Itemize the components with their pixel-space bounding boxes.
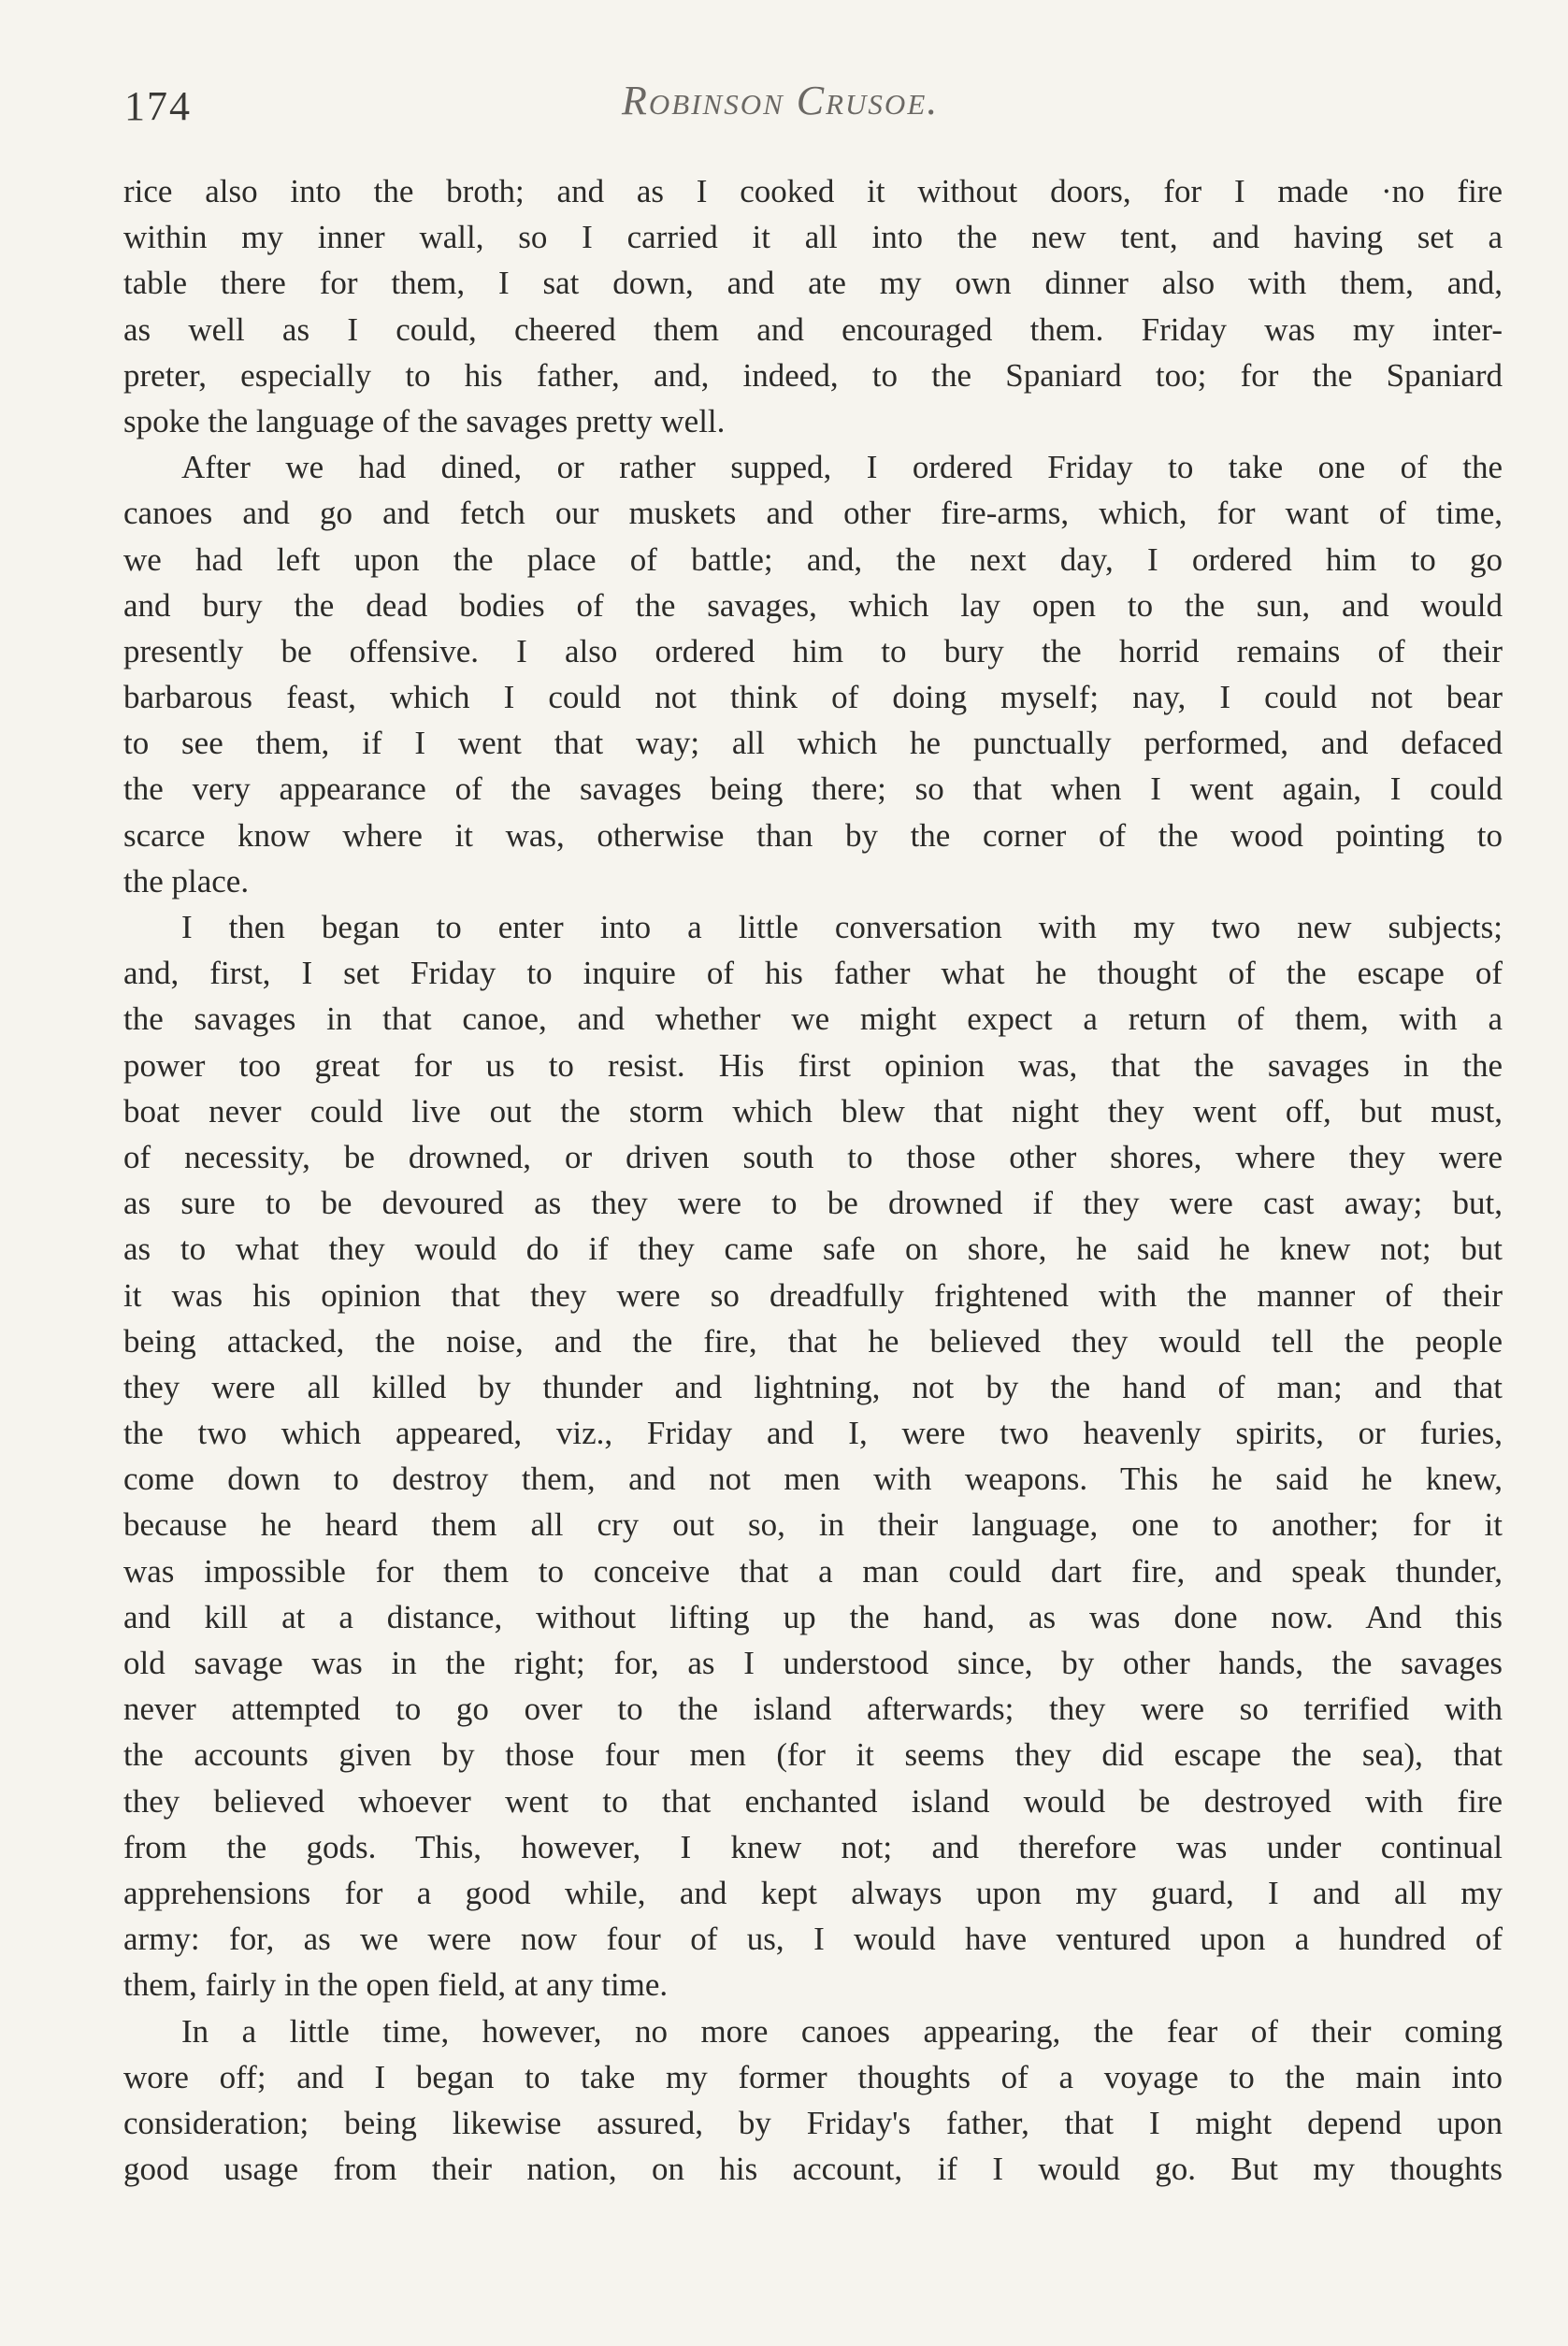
- text-line: spoke the language of the savages pretty well.: [123, 402, 726, 439]
- running-title: Robinson Crusoe.: [622, 78, 940, 123]
- text-line: the very appearance of the savages being there; so that when I went again, I could: [123, 770, 1503, 808]
- text-line: the two which appeared, viz., Friday and I, were two heavenly spirits, or furies,: [123, 1415, 1503, 1452]
- text-line: old savage was in the right; for, as I understood since, by other hands, the savages: [123, 1645, 1503, 1681]
- text-line: as to what they would do if they came safe on shore, he said he knew not; but: [123, 1231, 1503, 1268]
- text-line: never attempted to go over to the island afterwards; they were so terrified with: [123, 1691, 1503, 1728]
- text-line: After we had dined, or rather supped, I ordered Friday to take one of the: [181, 449, 1503, 486]
- page-number: 174: [124, 83, 192, 129]
- text-line: consideration; being likewise assured, by Friday's father, that I might depend upon: [123, 2104, 1503, 2141]
- text-line: scarce know where it was, otherwise than by the corner of the wood pointing to: [123, 816, 1503, 854]
- text-line: and kill at a distance, without lifting up the hand, as was done now. And this: [123, 1598, 1503, 1635]
- text-line: they believed whoever went to that enchanted island would be destroyed with fire: [123, 1782, 1503, 1820]
- text-line: presently be offensive. I also ordered him to bury the horrid remains of their: [123, 632, 1503, 669]
- text-line: I then began to enter into a little conversation with my two new subjects;: [181, 909, 1503, 945]
- text-line: the accounts given by those four men (for it seems they did escape the sea), that: [123, 1736, 1503, 1774]
- text-line: boat never could live out the storm which blew that night they went off, but must,: [123, 1092, 1503, 1130]
- text-line: the place.: [123, 862, 250, 900]
- text-line: because he heard them all cry out so, in their language, one to another; for it: [123, 1506, 1503, 1544]
- text-line: the savages in that canoe, and whether we might expect a return of them, with a: [123, 1000, 1503, 1038]
- text-line: them, fairly in the open field, at any time.: [123, 1966, 669, 2004]
- text-line: and bury the dead bodies of the savages, which lay open to the sun, and would: [123, 586, 1503, 624]
- text-line: as sure to be devoured as they were to be drowned if they were cast away; but,: [123, 1185, 1503, 1222]
- text-line: from the gods. This, however, I knew not; and therefore was under continual: [123, 1828, 1503, 1865]
- text-line: good usage from their nation, on his account, if I would go. But my thoughts: [123, 2151, 1503, 2188]
- page-header: [0, 65, 1568, 140]
- text-line: wore off; and I began to take my former thoughts of a voyage to the main into: [123, 2058, 1503, 2095]
- text-line: we had left upon the place of battle; and, the next day, I ordered him to go: [123, 540, 1503, 578]
- body-text: [123, 168, 1503, 2192]
- text-line: of necessity, be drowned, or driven south to those other shores, where they were: [123, 1138, 1503, 1175]
- text-line: preter, especially to his father, and, indeed, to the Spaniard too; for the Spaniard: [123, 356, 1503, 394]
- text-line: canoes and go and fetch our muskets and other fire-arms, which, for want of time,: [123, 495, 1503, 532]
- text-line: within my inner wall, so I carried it all into the new tent, and having set a: [123, 219, 1503, 256]
- text-line: apprehensions for a good while, and kept always upon my guard, I and all my: [123, 1874, 1503, 1911]
- text-line: as well as I could, cheered them and encouraged them. Friday was my inter-: [123, 310, 1503, 348]
- text-line: to see them, if I went that way; all which he punctually performed, and defaced: [123, 725, 1503, 762]
- text-line: and, first, I set Friday to inquire of his father what he thought of the escape of: [123, 955, 1503, 992]
- text-line: In a little time, however, no more canoes appearing, the fear of their coming: [181, 2012, 1503, 2050]
- text-line: come down to destroy them, and not men with weapons. This he said he knew,: [123, 1461, 1503, 1498]
- text-line: table there for them, I sat down, and ate my own dinner also with them, and,: [123, 265, 1503, 302]
- text-line: rice also into the broth; and as I cooked it without doors, for I made ·no fire: [123, 173, 1503, 209]
- text-line: they were all killed by thunder and lightning, not by the hand of man; and that: [123, 1368, 1503, 1405]
- text-line: army: for, as we were now four of us, I would have ventured upon a hundred of: [123, 1921, 1503, 1958]
- text-line: power too great for us to resist. His first opinion was, that the savages in the: [123, 1046, 1503, 1084]
- text-line: it was his opinion that they were so dreadfully frightened with the manner of their: [123, 1276, 1503, 1314]
- text-line: being attacked, the noise, and the fire, that he believed they would tell the people: [123, 1322, 1503, 1360]
- text-line: was impossible for them to conceive that a man could dart fire, and speak thunder,: [123, 1552, 1503, 1590]
- text-line: barbarous feast, which I could not think of doing myself; nay, I could not bear: [123, 679, 1503, 716]
